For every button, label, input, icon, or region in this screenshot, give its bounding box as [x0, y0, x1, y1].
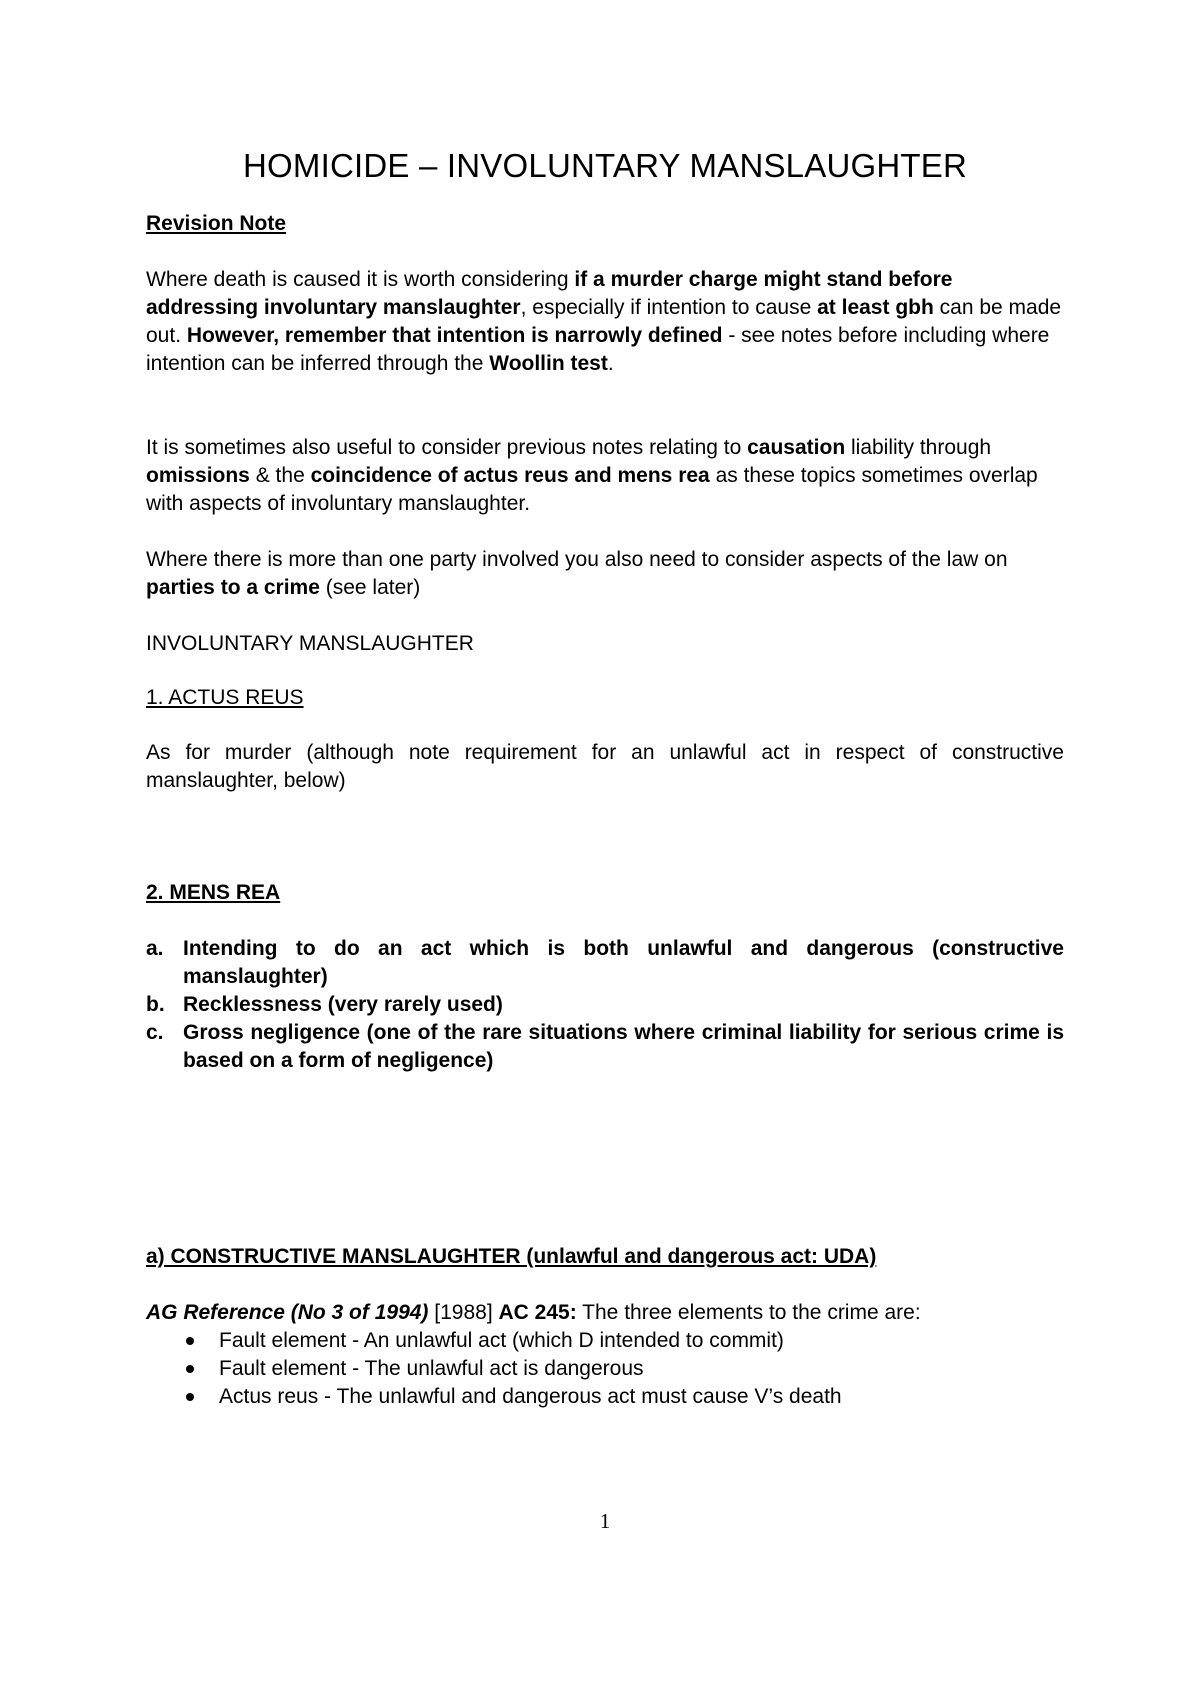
case-year: [1988]	[434, 1301, 493, 1324]
list-item: Fault element - The unlawful act is dangerous	[146, 1355, 1064, 1383]
case-citation: AC 245:	[498, 1301, 577, 1324]
revision-note-paragraph-1: Where death is caused it is worth considering if a murder charge might stand before addressing involuntary manslaughter, especially if intention to cause at least gbh can be made out. However, remember that intention is narrowly defined - see notes before including where intention can be inferred through the Woollin test.	[146, 268, 1062, 375]
revision-note-paragraph-3: Where there is more than one party involved you also need to consider aspects of the law on parties to a crime (see later)	[146, 548, 1008, 599]
mens-rea-heading: 2. MENS REA	[146, 881, 281, 904]
section-heading: INVOLUNTARY MANSLAUGHTER	[146, 632, 474, 655]
list-item: c. Gross negligence (one of the rare situations where criminal liability for serious crime is based on a form of negligence)	[146, 1021, 1064, 1072]
case-name: AG Reference (No 3 of 1994)	[146, 1301, 429, 1324]
case-reference: AG Reference (No 3 of 1994) [1988] AC 245: The three elements to the crime are:	[146, 1301, 921, 1324]
list-item: b. Recklessness (very rarely used)	[146, 993, 503, 1016]
constructive-manslaughter-heading: a) CONSTRUCTIVE MANSLAUGHTER (unlawful and dangerous act: UDA)	[146, 1245, 877, 1268]
document-title: HOMICIDE – INVOLUNTARY MANSLAUGHTER	[243, 147, 967, 184]
bullet-icon	[186, 1393, 194, 1401]
actus-reus-heading: 1. ACTUS REUS	[146, 686, 304, 709]
list-item: a. Intending to do an act which is both unlawful and dangerous (constructive manslaughter)	[146, 937, 1064, 988]
list-item: Fault element - An unlawful act (which D intended to commit)	[146, 1327, 1064, 1355]
bullet-icon	[186, 1365, 194, 1373]
mens-rea-list	[146, 935, 1064, 1075]
actus-reus-text: As for murder (although note requirement for an unlawful act in respect of constructive manslaughter, below)	[146, 741, 1064, 792]
page-number: 1	[599, 1509, 611, 1533]
bullet-icon	[186, 1337, 194, 1345]
elements-list	[146, 1327, 1064, 1411]
revision-note-heading: Revision Note	[146, 212, 287, 235]
list-item: Actus reus - The unlawful and dangerous act must cause V’s death	[146, 1383, 1064, 1411]
revision-note-paragraph-2: It is sometimes also useful to consider previous notes relating to causation liability through omissions & the coincidence of actus reus and mens rea as these topics sometimes overlap with aspects of involuntary manslaughter.	[146, 436, 1038, 515]
